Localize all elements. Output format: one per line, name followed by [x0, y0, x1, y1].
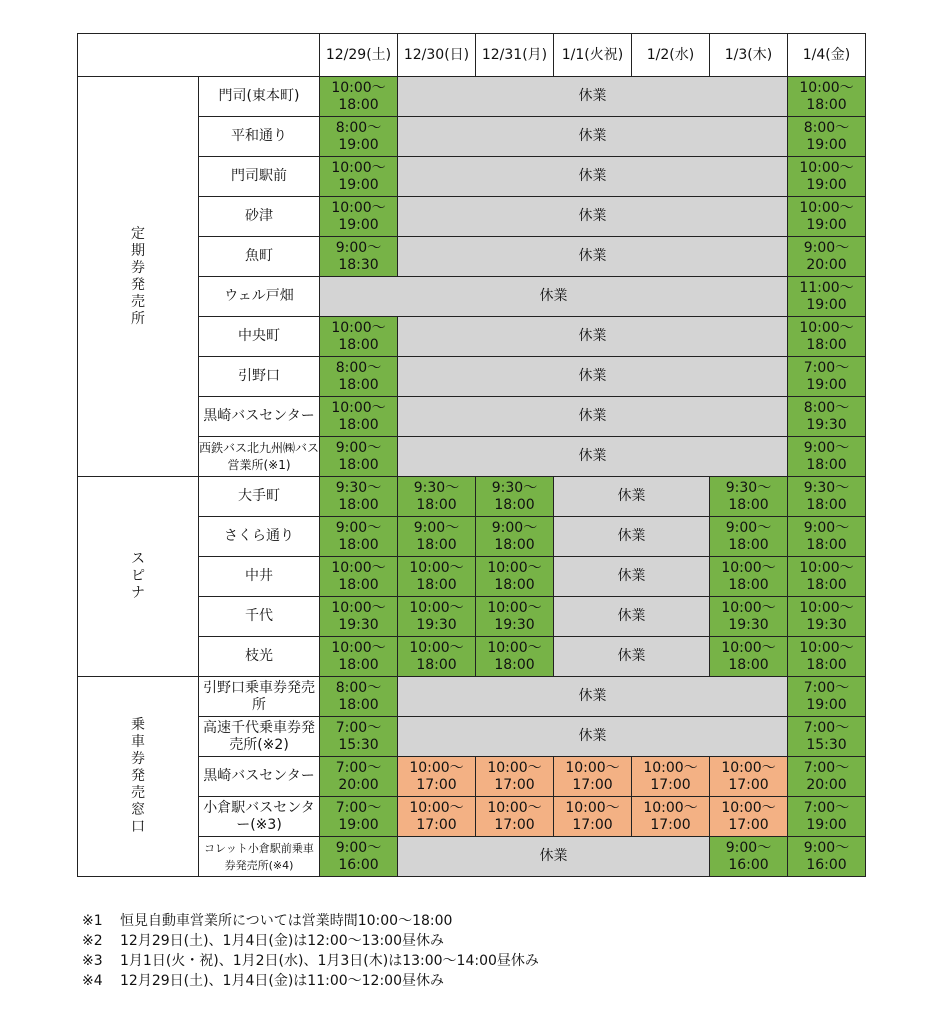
hours-cell: 10:00～ 19:00 [788, 157, 866, 197]
hours-cell: 7:00～ 19:00 [788, 357, 866, 397]
closed-cell: 休業 [554, 517, 710, 557]
location-name: 引野口 [199, 357, 320, 397]
footnote-text: 12月29日(土)、1月4日(金)は12:00～13:00昼休み [120, 933, 444, 949]
location-name: 黒崎バスセンター [199, 757, 320, 797]
hours-cell: 10:00～ 18:00 [476, 637, 554, 677]
location-name: 門司(東本町) [199, 77, 320, 117]
closed-cell: 休業 [398, 117, 788, 157]
location-name: 小倉駅バスセンター(※3) [199, 797, 320, 837]
hours-cell: 10:00～ 18:00 [788, 557, 866, 597]
hours-cell: 10:00～ 19:30 [476, 597, 554, 637]
closed-cell: 休業 [398, 197, 788, 237]
header-corner [78, 34, 320, 77]
hours-cell: 10:00～ 18:00 [476, 557, 554, 597]
location-name: 中央町 [199, 317, 320, 357]
closed-cell: 休業 [554, 557, 710, 597]
footnote [82, 931, 539, 951]
hours-cell: 10:00～ 19:00 [320, 197, 398, 237]
hours-cell: 8:00～ 18:00 [320, 357, 398, 397]
hours-cell: 9:30～ 18:00 [398, 477, 476, 517]
location-name: 引野口乗車券発売所 [199, 677, 320, 717]
date-header: 1/4(金) [788, 34, 866, 77]
footnotes [82, 911, 539, 991]
location-name: コレット小倉駅前乗車券発売所(※4) [199, 837, 320, 877]
closed-cell: 休業 [398, 237, 788, 277]
hours-cell: 9:00～ 16:00 [788, 837, 866, 877]
hours-cell: 10:00～ 19:00 [788, 197, 866, 237]
table-row [78, 77, 866, 117]
hours-cell: 9:30～ 18:00 [476, 477, 554, 517]
hours-cell: 9:00～ 18:00 [398, 517, 476, 557]
date-header: 12/31(月) [476, 34, 554, 77]
group-label: ス ピ ナ [78, 477, 199, 677]
footnote-mark: ※3 [82, 953, 103, 969]
hours-cell: 10:00～ 19:30 [398, 597, 476, 637]
hours-cell: 7:00～ 20:00 [788, 757, 866, 797]
closed-cell: 休業 [398, 77, 788, 117]
hours-cell: 9:30～ 18:00 [788, 477, 866, 517]
hours-cell: 10:00～ 18:00 [398, 637, 476, 677]
schedule-table [77, 33, 866, 877]
closed-cell: 休業 [554, 597, 710, 637]
hours-cell: 10:00～ 18:00 [398, 557, 476, 597]
footnote [82, 971, 539, 991]
hours-cell: 9:00～ 18:00 [320, 517, 398, 557]
hours-cell: 9:30～ 18:00 [320, 477, 398, 517]
table-row [78, 477, 866, 517]
footnote-text: 12月29日(土)、1月4日(金)は11:00～12:00昼休み [120, 973, 444, 989]
hours-cell: 10:00～ 18:00 [710, 557, 788, 597]
location-name: 砂津 [199, 197, 320, 237]
hours-cell: 7:00～ 15:30 [788, 717, 866, 757]
hours-cell: 9:00～ 16:00 [320, 837, 398, 877]
footnote [82, 911, 539, 931]
hours-cell: 10:00～ 18:00 [788, 317, 866, 357]
hours-cell: 9:30～ 18:00 [710, 477, 788, 517]
location-name: 千代 [199, 597, 320, 637]
closed-cell: 休業 [398, 437, 788, 477]
closed-cell: 休業 [398, 317, 788, 357]
closed-cell: 休業 [398, 397, 788, 437]
date-header: 1/3(木) [710, 34, 788, 77]
closed-cell: 休業 [320, 277, 788, 317]
hours-cell: 9:00～ 18:00 [320, 437, 398, 477]
hours-cell: 9:00～ 18:00 [788, 437, 866, 477]
footnote-text: 1月1日(火・祝)、1月2日(水)、1月3日(木)は13:00～14:00昼休み [120, 953, 539, 969]
hours-cell: 8:00～ 19:00 [788, 117, 866, 157]
hours-cell: 8:00～ 18:00 [320, 677, 398, 717]
hours-cell: 7:00～ 19:00 [320, 797, 398, 837]
special-hours-cell: 10:00～ 17:00 [710, 757, 788, 797]
closed-cell: 休業 [398, 677, 788, 717]
special-hours-cell: 10:00～ 17:00 [398, 797, 476, 837]
hours-cell: 10:00～ 18:00 [320, 397, 398, 437]
special-hours-cell: 10:00～ 17:00 [632, 757, 710, 797]
hours-cell: 10:00～ 19:30 [788, 597, 866, 637]
footnote-mark: ※2 [82, 933, 103, 949]
special-hours-cell: 10:00～ 17:00 [398, 757, 476, 797]
footnote [82, 951, 539, 971]
hours-cell: 7:00～ 20:00 [320, 757, 398, 797]
hours-cell: 10:00～ 19:30 [320, 597, 398, 637]
special-hours-cell: 10:00～ 17:00 [476, 757, 554, 797]
hours-cell: 7:00～ 19:00 [788, 797, 866, 837]
location-name: 枝光 [199, 637, 320, 677]
location-name: 高速千代乗車券発売所(※2) [199, 717, 320, 757]
hours-cell: 10:00～ 18:00 [320, 637, 398, 677]
hours-cell: 9:00～ 18:00 [788, 517, 866, 557]
location-name: 門司駅前 [199, 157, 320, 197]
header-row [78, 34, 866, 77]
location-name: 黒崎バスセンター [199, 397, 320, 437]
hours-cell: 10:00～ 18:00 [320, 317, 398, 357]
hours-cell: 9:00～ 16:00 [710, 837, 788, 877]
location-name: さくら通り [199, 517, 320, 557]
schedule-body [78, 77, 866, 877]
date-header: 12/30(日) [398, 34, 476, 77]
hours-cell: 10:00～ 19:30 [710, 597, 788, 637]
group-label: 定 期 券 発 売 所 [78, 77, 199, 477]
hours-cell: 10:00～ 18:00 [320, 77, 398, 117]
hours-cell: 10:00～ 18:00 [788, 77, 866, 117]
closed-cell: 休業 [398, 157, 788, 197]
hours-cell: 7:00～ 15:30 [320, 717, 398, 757]
hours-cell: 7:00～ 19:00 [788, 677, 866, 717]
special-hours-cell: 10:00～ 17:00 [554, 757, 632, 797]
group-label: 乗 車 券 発 売 窓 口 [78, 677, 199, 877]
hours-cell: 8:00～ 19:30 [788, 397, 866, 437]
table-row [78, 677, 866, 717]
hours-cell: 11:00～ 19:00 [788, 277, 866, 317]
closed-cell: 休業 [398, 837, 710, 877]
special-hours-cell: 10:00～ 17:00 [632, 797, 710, 837]
location-name: ウェル戸畑 [199, 277, 320, 317]
hours-cell: 9:00～ 18:00 [476, 517, 554, 557]
footnote-text: 恒見自動車営業所については営業時間10:00～18:00 [120, 913, 453, 929]
date-header: 1/1(火祝) [554, 34, 632, 77]
footnote-mark: ※4 [82, 973, 103, 989]
location-name: 平和通り [199, 117, 320, 157]
closed-cell: 休業 [398, 717, 788, 757]
hours-cell: 9:00～ 18:30 [320, 237, 398, 277]
location-name: 大手町 [199, 477, 320, 517]
hours-cell: 10:00～ 18:00 [320, 557, 398, 597]
hours-cell: 10:00～ 18:00 [710, 637, 788, 677]
date-header: 1/2(水) [632, 34, 710, 77]
closed-cell: 休業 [554, 477, 710, 517]
hours-cell: 9:00～ 20:00 [788, 237, 866, 277]
closed-cell: 休業 [554, 637, 710, 677]
footnote-mark: ※1 [82, 913, 103, 929]
date-header: 12/29(土) [320, 34, 398, 77]
location-name: 中井 [199, 557, 320, 597]
hours-cell: 8:00～ 19:00 [320, 117, 398, 157]
special-hours-cell: 10:00～ 17:00 [476, 797, 554, 837]
hours-cell: 10:00～ 18:00 [788, 637, 866, 677]
location-name: 西鉄バス北九州㈱バス営業所(※1) [199, 437, 320, 477]
special-hours-cell: 10:00～ 17:00 [554, 797, 632, 837]
closed-cell: 休業 [398, 357, 788, 397]
hours-cell: 10:00～ 19:00 [320, 157, 398, 197]
location-name: 魚町 [199, 237, 320, 277]
special-hours-cell: 10:00～ 17:00 [710, 797, 788, 837]
hours-cell: 9:00～ 18:00 [710, 517, 788, 557]
